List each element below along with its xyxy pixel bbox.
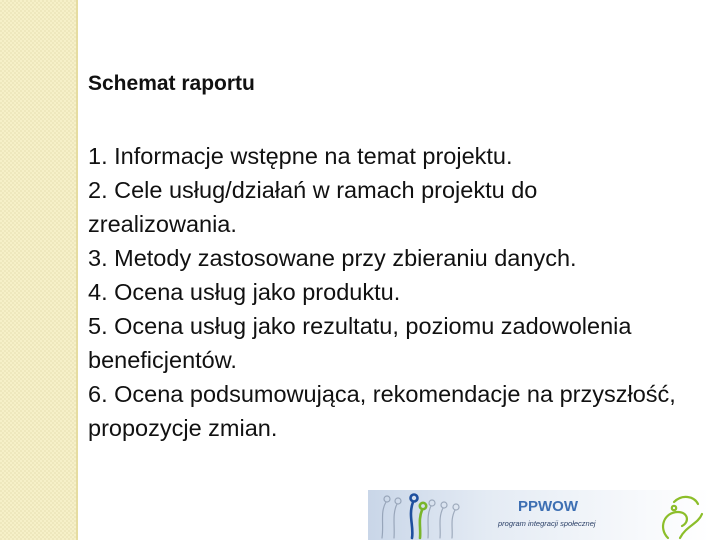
list-item: 5. Ocena usług jako rezultatu, poziomu zadowolenia beneficjentów. bbox=[88, 313, 632, 373]
decorative-side-band bbox=[0, 0, 76, 540]
logo-tagline: program integracji społecznej bbox=[498, 519, 596, 528]
ppwow-logo bbox=[368, 490, 710, 540]
side-divider bbox=[76, 0, 78, 540]
report-outline-list bbox=[88, 139, 688, 445]
list-item: 6. Ocena podsumowująca, rekomendacje na przyszłość, propozycje zmian. bbox=[88, 381, 676, 441]
list-item: 3. Metody zastosowane przy zbieraniu danych. bbox=[88, 245, 577, 271]
footer-logo-banner bbox=[368, 490, 710, 540]
list-item: 1. Informacje wstępne na temat projektu. bbox=[88, 143, 513, 169]
list-item: 2. Cele usług/działań w ramach projektu do zrealizowania. bbox=[88, 177, 538, 237]
slide-title: Schemat raportu bbox=[88, 72, 255, 95]
logo-name: PPWOW bbox=[518, 498, 578, 515]
list-item: 4. Ocena usług jako produktu. bbox=[88, 279, 401, 305]
